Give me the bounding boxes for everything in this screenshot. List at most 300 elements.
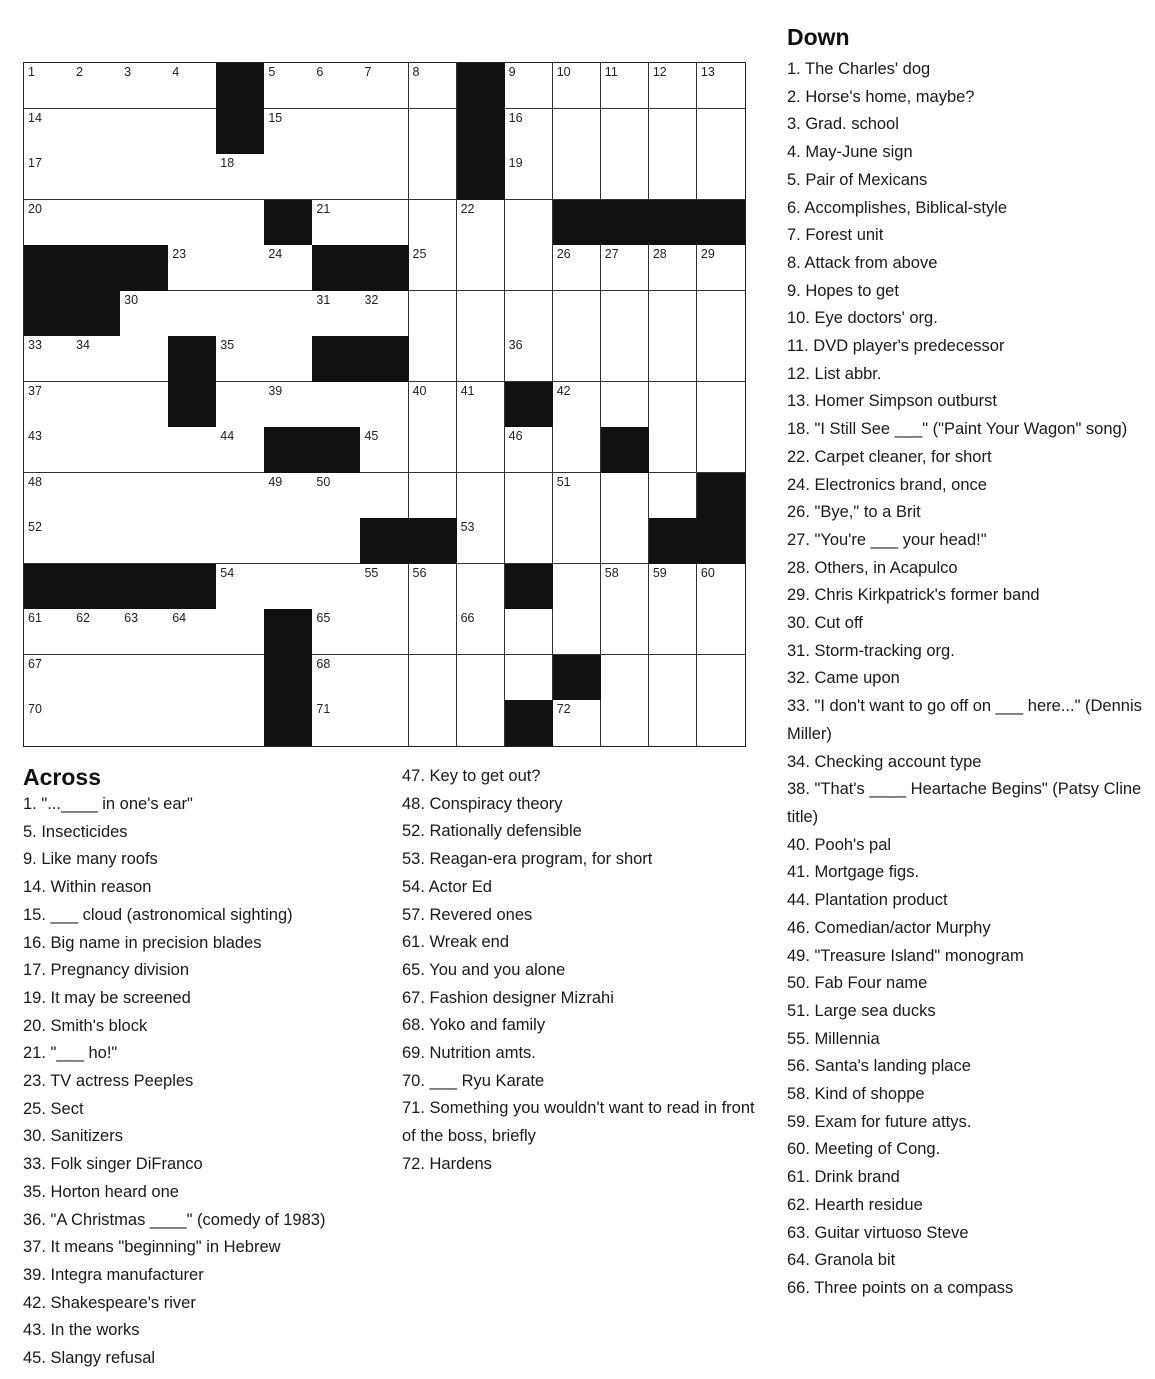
- cell-number: 34: [76, 338, 90, 353]
- down-clue: 6. Accomplishes, Biblical-style: [787, 198, 1008, 217]
- grid-block: [264, 655, 313, 701]
- grid-block: [312, 245, 361, 291]
- grid-block: [457, 154, 506, 200]
- cell-number: 15: [268, 110, 283, 125]
- cell-number: 19: [508, 156, 523, 171]
- grid-block: [24, 564, 73, 610]
- grid-block: [120, 564, 169, 610]
- grid-cell[interactable]: [457, 427, 506, 473]
- grid-cell[interactable]: [72, 609, 121, 655]
- grid-cell[interactable]: [697, 609, 746, 655]
- grid-cell[interactable]: [312, 109, 361, 155]
- grid-cell[interactable]: [457, 245, 506, 291]
- grid-cell[interactable]: [505, 200, 554, 246]
- grid-cell[interactable]: [697, 382, 746, 428]
- cell-number: 1: [28, 65, 35, 79]
- grid-cell[interactable]: [553, 291, 602, 337]
- cell-number: 16: [508, 110, 523, 125]
- grid-cell[interactable]: [360, 109, 409, 155]
- down-clue: 66. Three points on a compass: [787, 1278, 1014, 1297]
- grid-cell[interactable]: [505, 154, 554, 200]
- cell-number: 28: [652, 247, 667, 262]
- grid-cell[interactable]: [216, 200, 265, 246]
- grid-cell[interactable]: [24, 336, 73, 382]
- grid-cell[interactable]: [312, 655, 361, 701]
- across-clue: 43. In the works: [23, 1321, 140, 1340]
- cell-number: 66: [460, 611, 475, 626]
- down-clue: 59. Exam for future attys.: [787, 1112, 972, 1131]
- across-clue: 61. Wreak end: [402, 933, 510, 952]
- grid-block: [24, 291, 73, 337]
- grid-cell[interactable]: [72, 336, 121, 382]
- grid-cell[interactable]: [409, 564, 458, 610]
- grid-cell[interactable]: [216, 518, 265, 564]
- grid-block: [216, 63, 265, 109]
- grid-cell[interactable]: [264, 63, 313, 109]
- grid-cell[interactable]: [553, 564, 602, 610]
- grid-cell[interactable]: [216, 336, 265, 382]
- grid-cell[interactable]: [505, 63, 554, 109]
- grid-cell[interactable]: [457, 291, 506, 337]
- grid-cell[interactable]: [216, 473, 265, 519]
- grid-cell[interactable]: [505, 609, 554, 655]
- cell-number: 42: [556, 383, 571, 398]
- grid-cell[interactable]: [649, 427, 698, 473]
- grid-cell[interactable]: [312, 700, 361, 746]
- grid-cell[interactable]: [168, 473, 217, 519]
- down-clue: 8. Attack from above: [787, 253, 938, 272]
- grid-block: [505, 564, 554, 610]
- grid-cell[interactable]: [601, 109, 650, 155]
- grid-block: [24, 245, 73, 291]
- grid-cell[interactable]: [697, 245, 746, 291]
- cell-number: 7: [364, 65, 372, 79]
- grid-cell[interactable]: [601, 564, 650, 610]
- grid-block: [505, 382, 554, 428]
- cell-number: 20: [28, 201, 42, 216]
- grid-cell[interactable]: [505, 655, 554, 701]
- down-clue: 13. Homer Simpson outburst: [787, 392, 998, 411]
- down-clue: 55. Millennia: [787, 1029, 880, 1048]
- grid-cell[interactable]: [505, 336, 554, 382]
- grid-cell[interactable]: [409, 700, 458, 746]
- grid-cell[interactable]: [601, 518, 650, 564]
- grid-cell[interactable]: [24, 700, 73, 746]
- grid-cell[interactable]: [72, 700, 121, 746]
- cell-number: 6: [316, 65, 324, 79]
- down-clue: 32. Came upon: [787, 669, 900, 688]
- down-clue: 41. Mortgage figs.: [787, 863, 920, 882]
- cell-number: 72: [556, 702, 571, 717]
- grid-cell[interactable]: [697, 655, 746, 701]
- grid-cell[interactable]: [120, 154, 169, 200]
- grid-cell[interactable]: [24, 655, 73, 701]
- grid-cell[interactable]: [409, 291, 458, 337]
- cell-number: 46: [508, 429, 523, 444]
- cell-number: 12: [652, 65, 667, 79]
- cell-number: 14: [28, 110, 42, 125]
- cell-number: 25: [412, 247, 427, 262]
- grid-cell[interactable]: [649, 473, 698, 519]
- down-clue: 31. Storm-tracking org.: [787, 641, 955, 660]
- grid-cell[interactable]: [264, 564, 313, 610]
- grid-block: [72, 245, 121, 291]
- cell-number: 54: [220, 565, 235, 580]
- across-clues-left: [23, 791, 388, 1373]
- grid-cell[interactable]: [649, 336, 698, 382]
- grid-cell[interactable]: [601, 63, 650, 109]
- across-clue: 72. Hardens: [402, 1154, 492, 1173]
- grid-cell[interactable]: [697, 154, 746, 200]
- grid-cell[interactable]: [312, 63, 361, 109]
- grid-cell[interactable]: [72, 655, 121, 701]
- grid-cell[interactable]: [24, 200, 73, 246]
- grid-cell[interactable]: [553, 109, 602, 155]
- grid-cell[interactable]: [553, 427, 602, 473]
- grid-cell[interactable]: [264, 518, 313, 564]
- grid-cell[interactable]: [216, 382, 265, 428]
- grid-cell[interactable]: [312, 382, 361, 428]
- across-clue: 25. Sect: [23, 1099, 84, 1118]
- cell-number: 2: [76, 65, 84, 79]
- down-clue: 46. Comedian/actor Murphy: [787, 918, 991, 937]
- grid-block: [168, 336, 217, 382]
- grid-cell[interactable]: [505, 245, 554, 291]
- grid-cell[interactable]: [120, 63, 169, 109]
- cell-number: 18: [220, 156, 235, 171]
- grid-cell[interactable]: [120, 655, 169, 701]
- grid-cell[interactable]: [601, 245, 650, 291]
- grid-cell[interactable]: [457, 655, 506, 701]
- down-clue: 60. Meeting of Cong.: [787, 1140, 941, 1159]
- grid-cell[interactable]: [553, 473, 602, 519]
- grid-cell[interactable]: [120, 609, 169, 655]
- down-clue: 3. Grad. school: [787, 115, 899, 134]
- grid-cell[interactable]: [505, 473, 554, 519]
- grid-cell[interactable]: [409, 609, 458, 655]
- grid-cell[interactable]: [72, 154, 121, 200]
- cell-number: 40: [412, 383, 427, 398]
- grid-cell[interactable]: [216, 427, 265, 473]
- grid-cell[interactable]: [216, 291, 265, 337]
- down-clue: 26. "Bye," to a Brit: [787, 503, 921, 522]
- cell-number: 35: [220, 338, 235, 353]
- grid-cell[interactable]: [553, 154, 602, 200]
- grid-cell[interactable]: [168, 700, 217, 746]
- grid-cell[interactable]: [168, 427, 217, 473]
- grid-cell[interactable]: [168, 63, 217, 109]
- grid-cell[interactable]: [312, 154, 361, 200]
- grid-cell[interactable]: [120, 291, 169, 337]
- across-clue: 21. "___ ho!": [23, 1044, 118, 1063]
- down-clue: 22. Carpet cleaner, for short: [787, 447, 992, 466]
- grid-cell[interactable]: [697, 63, 746, 109]
- grid-cell[interactable]: [360, 291, 409, 337]
- grid-cell[interactable]: [601, 700, 650, 746]
- across-clue: 69. Nutrition amts.: [402, 1044, 536, 1063]
- grid-cell[interactable]: [216, 245, 265, 291]
- grid-cell[interactable]: [120, 382, 169, 428]
- grid-cell[interactable]: [697, 109, 746, 155]
- down-clue: 1. The Charles' dog: [787, 60, 931, 78]
- across-clue: 54. Actor Ed: [402, 877, 492, 896]
- grid-cell[interactable]: [457, 200, 506, 246]
- cell-number: 60: [700, 565, 715, 580]
- grid-cell[interactable]: [553, 700, 602, 746]
- down-clue: 2. Horse's home, maybe?: [787, 87, 975, 106]
- grid-cell[interactable]: [312, 564, 361, 610]
- grid-cell[interactable]: [264, 291, 313, 337]
- grid-cell[interactable]: [264, 336, 313, 382]
- cell-number: 53: [460, 520, 475, 535]
- grid-cell[interactable]: [168, 109, 217, 155]
- grid-block: [601, 200, 650, 246]
- cell-number: 43: [28, 429, 42, 444]
- grid-cell[interactable]: [649, 609, 698, 655]
- grid-cell[interactable]: [168, 518, 217, 564]
- grid-cell[interactable]: [120, 427, 169, 473]
- down-clue: 51. Large sea ducks: [787, 1001, 936, 1020]
- grid-cell[interactable]: [649, 291, 698, 337]
- grid-cell[interactable]: [697, 427, 746, 473]
- cell-number: 29: [700, 247, 715, 262]
- grid-block: [120, 245, 169, 291]
- down-clue: 7. Forest unit: [787, 226, 884, 245]
- grid-cell[interactable]: [168, 200, 217, 246]
- grid-cell[interactable]: [360, 700, 409, 746]
- grid-cell[interactable]: [216, 700, 265, 746]
- grid-cell[interactable]: [216, 564, 265, 610]
- grid-block: [601, 427, 650, 473]
- down-clue: 58. Kind of shoppe: [787, 1085, 925, 1104]
- grid-cell[interactable]: [24, 382, 73, 428]
- cell-number: 55: [364, 565, 379, 580]
- cell-number: 37: [28, 383, 42, 398]
- down-clue: 30. Cut off: [787, 614, 863, 633]
- grid-block: [72, 291, 121, 337]
- grid-cell[interactable]: [264, 382, 313, 428]
- grid-block: [264, 700, 313, 746]
- grid-cell[interactable]: [553, 336, 602, 382]
- grid-cell[interactable]: [120, 336, 169, 382]
- cell-number: 51: [556, 474, 571, 489]
- grid-cell[interactable]: [24, 427, 73, 473]
- down-heading: Down: [787, 24, 850, 50]
- across-clue: 65. You and you alone: [402, 960, 566, 979]
- grid-cell[interactable]: [72, 427, 121, 473]
- grid-cell[interactable]: [553, 518, 602, 564]
- grid-block: [72, 564, 121, 610]
- across-heading: Across: [23, 764, 101, 790]
- grid-cell[interactable]: [457, 518, 506, 564]
- grid-cell[interactable]: [72, 200, 121, 246]
- down-clue: 49. "Treasure Island" monogram: [787, 946, 1024, 965]
- grid-cell[interactable]: [409, 154, 458, 200]
- grid-cell[interactable]: [216, 154, 265, 200]
- grid-block: [312, 427, 361, 473]
- grid-cell[interactable]: [360, 655, 409, 701]
- grid-cell[interactable]: [168, 154, 217, 200]
- grid-cell[interactable]: [601, 382, 650, 428]
- grid-cell[interactable]: [409, 655, 458, 701]
- grid-cell[interactable]: [360, 473, 409, 519]
- grid-cell[interactable]: [312, 473, 361, 519]
- grid-cell[interactable]: [120, 473, 169, 519]
- grid-cell[interactable]: [312, 609, 361, 655]
- across-clue: 5. Insecticides: [23, 822, 128, 841]
- grid-cell[interactable]: [24, 609, 73, 655]
- cell-number: 36: [508, 338, 523, 353]
- grid-cell[interactable]: [505, 518, 554, 564]
- grid-block: [168, 382, 217, 428]
- grid-cell[interactable]: [457, 564, 506, 610]
- grid-cell[interactable]: [457, 336, 506, 382]
- grid-cell[interactable]: [649, 382, 698, 428]
- grid-cell[interactable]: [649, 700, 698, 746]
- grid-block: [697, 473, 746, 519]
- across-clue: 39. Integra manufacturer: [23, 1265, 204, 1284]
- grid-cell[interactable]: [409, 382, 458, 428]
- grid-cell[interactable]: [264, 473, 313, 519]
- grid-cell[interactable]: [601, 609, 650, 655]
- grid-cell[interactable]: [649, 109, 698, 155]
- grid-cell[interactable]: [553, 609, 602, 655]
- grid-cell[interactable]: [24, 518, 73, 564]
- grid-cell[interactable]: [360, 154, 409, 200]
- grid-cell[interactable]: [24, 154, 73, 200]
- grid-cell[interactable]: [264, 109, 313, 155]
- grid-cell[interactable]: [120, 700, 169, 746]
- cell-number: 45: [364, 429, 379, 444]
- cell-number: 17: [28, 156, 42, 171]
- grid-cell[interactable]: [168, 245, 217, 291]
- grid-cell[interactable]: [168, 291, 217, 337]
- grid-block: [697, 518, 746, 564]
- down-clue: 4. May-June sign: [787, 143, 913, 162]
- grid-cell[interactable]: [457, 473, 506, 519]
- grid-cell[interactable]: [649, 564, 698, 610]
- cell-number: 9: [508, 65, 516, 79]
- grid-cell[interactable]: [72, 518, 121, 564]
- cell-number: 68: [316, 656, 331, 671]
- grid-cell[interactable]: [409, 63, 458, 109]
- grid-cell[interactable]: [697, 564, 746, 610]
- grid-cell[interactable]: [505, 291, 554, 337]
- grid-cell[interactable]: [697, 700, 746, 746]
- grid-cell[interactable]: [601, 291, 650, 337]
- grid-cell[interactable]: [120, 109, 169, 155]
- grid-cell[interactable]: [72, 109, 121, 155]
- cell-number: 49: [268, 474, 283, 489]
- grid-cell[interactable]: [553, 382, 602, 428]
- grid-cell[interactable]: [264, 245, 313, 291]
- grid-cell[interactable]: [72, 473, 121, 519]
- down-clue: 18. "I Still See ___" ("Paint Your Wagon" song): [787, 420, 1128, 439]
- grid-cell[interactable]: [457, 609, 506, 655]
- cell-number: 31: [316, 292, 331, 307]
- grid-cell[interactable]: [24, 63, 73, 109]
- grid-cell[interactable]: [168, 655, 217, 701]
- grid-cell[interactable]: [360, 200, 409, 246]
- grid-block: [216, 109, 265, 155]
- grid-cell[interactable]: [409, 473, 458, 519]
- cell-number: 5: [268, 65, 276, 79]
- cell-number: 11: [604, 65, 618, 79]
- grid-cell[interactable]: [601, 336, 650, 382]
- down-clue: 34. Checking account type: [787, 752, 982, 771]
- grid-cell[interactable]: [505, 109, 554, 155]
- cell-number: 24: [268, 247, 283, 262]
- cell-number: 32: [364, 292, 379, 307]
- grid-cell[interactable]: [409, 336, 458, 382]
- grid-cell[interactable]: [457, 382, 506, 428]
- grid-cell[interactable]: [409, 427, 458, 473]
- cell-number: 44: [220, 429, 235, 444]
- across-clue: 9. Like many roofs: [23, 850, 158, 869]
- grid-cell[interactable]: [24, 473, 73, 519]
- grid-cell[interactable]: [72, 382, 121, 428]
- grid-cell[interactable]: [601, 154, 650, 200]
- grid-cell[interactable]: [72, 63, 121, 109]
- grid-cell[interactable]: [216, 609, 265, 655]
- grid-cell[interactable]: [553, 63, 602, 109]
- down-clue: 50. Fab Four name: [787, 974, 928, 993]
- cell-number: 8: [412, 65, 420, 79]
- grid-cell[interactable]: [649, 245, 698, 291]
- grid-cell[interactable]: [24, 109, 73, 155]
- grid-cell[interactable]: [697, 291, 746, 337]
- across-clue: 1. "...____ in one's ear": [23, 795, 193, 813]
- grid-cell[interactable]: [312, 518, 361, 564]
- down-clue: 56. Santa's landing place: [787, 1057, 971, 1076]
- across-clue: 42. Shakespeare's river: [23, 1293, 196, 1312]
- across-clue: 36. "A Christmas ____" (comedy of 1983): [23, 1210, 326, 1229]
- grid-cell[interactable]: [120, 200, 169, 246]
- cell-number: 70: [28, 702, 42, 717]
- grid-cell[interactable]: [360, 63, 409, 109]
- grid-cell[interactable]: [409, 200, 458, 246]
- grid-cell[interactable]: [312, 200, 361, 246]
- grid-cell[interactable]: [697, 336, 746, 382]
- grid-cell[interactable]: [168, 609, 217, 655]
- grid-cell[interactable]: [553, 245, 602, 291]
- grid-cell[interactable]: [360, 427, 409, 473]
- grid-cell[interactable]: [360, 564, 409, 610]
- grid-cell[interactable]: [649, 655, 698, 701]
- across-clue: 15. ___ cloud (astronomical sighting): [23, 905, 293, 924]
- across-clue: 45. Slangy refusal: [23, 1349, 156, 1368]
- grid-cell[interactable]: [601, 655, 650, 701]
- cell-number: 30: [124, 292, 139, 307]
- grid-cell[interactable]: [409, 245, 458, 291]
- grid-cell[interactable]: [360, 382, 409, 428]
- grid-cell[interactable]: [264, 154, 313, 200]
- grid-cell[interactable]: [312, 291, 361, 337]
- grid-cell[interactable]: [120, 518, 169, 564]
- grid-cell[interactable]: [601, 473, 650, 519]
- grid-cell[interactable]: [216, 655, 265, 701]
- across-clue: 37. It means "beginning" in Hebrew: [23, 1238, 281, 1257]
- grid-cell[interactable]: [409, 109, 458, 155]
- across-clue: 52. Rationally defensible: [402, 822, 582, 841]
- grid-cell[interactable]: [505, 427, 554, 473]
- grid-cell[interactable]: [649, 154, 698, 200]
- grid-cell[interactable]: [457, 700, 506, 746]
- grid-cell[interactable]: [649, 63, 698, 109]
- grid-block: [360, 518, 409, 564]
- grid-cell[interactable]: [360, 609, 409, 655]
- cell-number: 65: [316, 611, 331, 626]
